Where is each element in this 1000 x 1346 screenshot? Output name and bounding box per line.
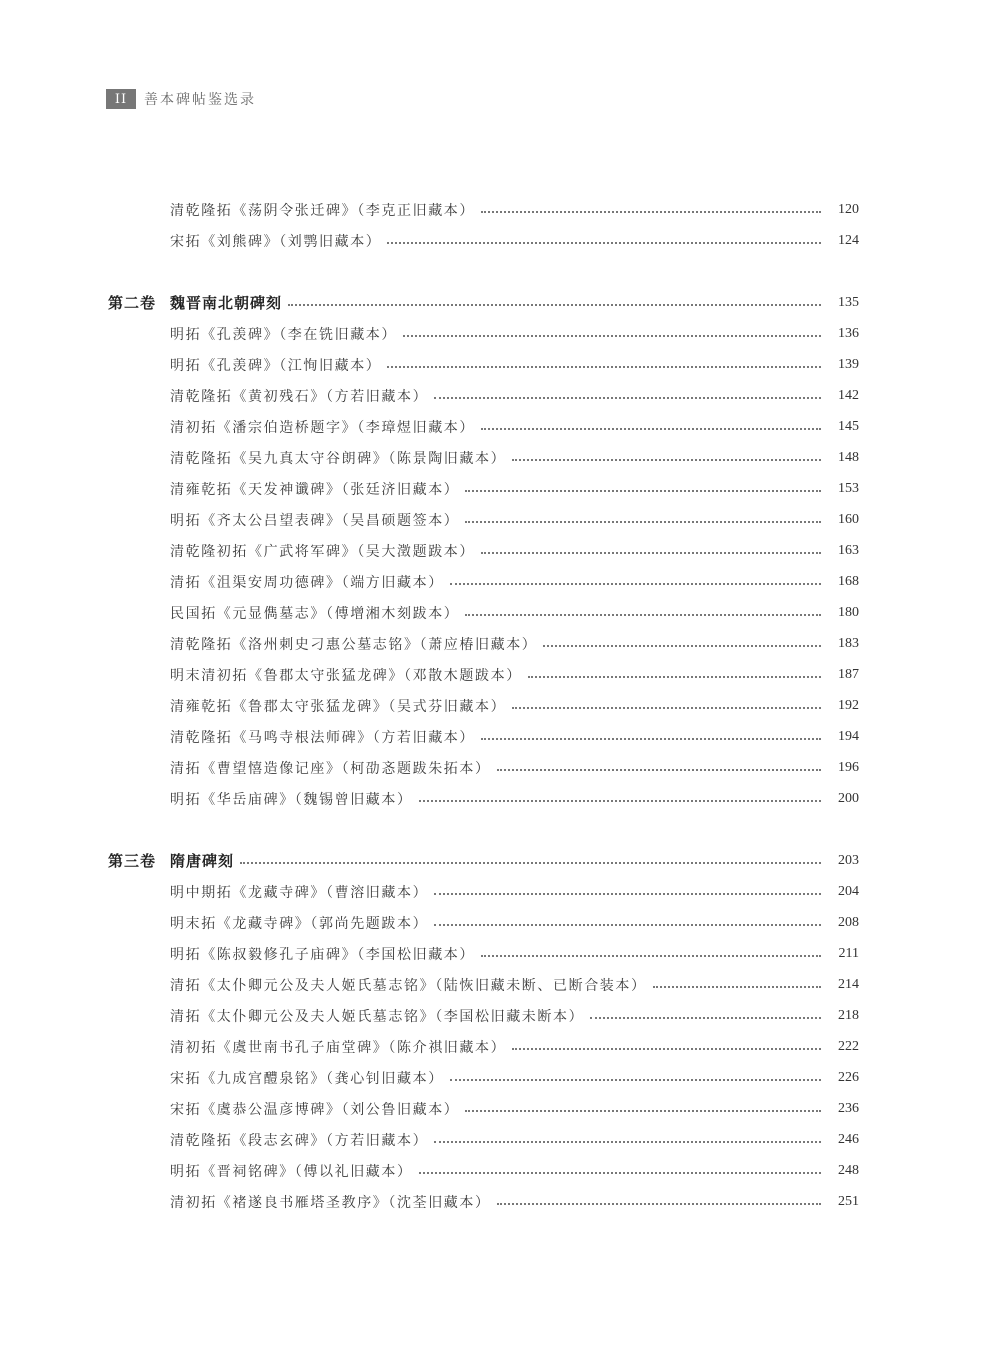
page-number: 200 [838,790,859,806]
page-number: 211 [838,945,859,961]
entry-title: 清乾隆拓《洛州刺史刁惠公墓志铭》（萧应椿旧藏本） [170,636,538,653]
entry-title: 清乾隆拓《吴九真太守谷朗碑》（陈景陶旧藏本） [170,450,507,467]
toc-entry-row [0,938,1000,969]
entry-title: 明拓《孔羡碑》（李在铣旧藏本） [170,326,397,343]
dot-leader [481,550,821,554]
dot-leader [481,209,821,213]
page-number: 153 [838,480,859,496]
toc-entry-row [0,535,1000,566]
page-number: 142 [838,387,859,403]
toc-entry-row [0,1000,1000,1031]
dot-leader [434,891,821,895]
dot-leader [450,581,821,585]
toc-entry-row [0,411,1000,442]
dot-leader [450,1077,821,1081]
toc-entry-row [0,752,1000,783]
entry-title: 清乾隆拓《黄初残石》（方若旧藏本） [170,388,429,405]
entry-title: 清初拓《褚遂良书雁塔圣教序》（沈荃旧藏本） [170,1194,491,1211]
toc-entry-row [0,969,1000,1000]
page-number: 248 [838,1162,859,1178]
entry-title: 明拓《陈叔毅修孔子庙碑》（李国松旧藏本） [170,946,475,963]
toc-entry-row [0,907,1000,938]
toc-entry-row [0,349,1000,380]
entry-title: 民国拓《元显儁墓志》（傅增湘木刻跋本） [170,605,460,622]
dot-leader [653,984,821,988]
dot-leader [481,736,821,740]
dot-leader [387,364,821,368]
page-number: 192 [838,697,859,713]
toc-entry-row [0,876,1000,907]
entry-title: 清初拓《潘宗伯造桥题字》（李璋煜旧藏本） [170,419,475,436]
page-number: 203 [838,852,859,868]
toc-entry-row [0,225,1000,256]
page-number: 187 [838,666,859,682]
toc-entry-row [0,442,1000,473]
page-number-badge: II [106,89,136,109]
book-title: 善本碑帖鉴选录 [144,92,256,108]
running-header [106,88,256,110]
volume-label: 第二卷 [108,294,157,312]
page-number: 160 [838,511,859,527]
page-number: 196 [838,759,859,775]
entry-title: 明中期拓《龙藏寺碑》（曹溶旧藏本） [170,884,429,901]
page-number: 163 [838,542,859,558]
toc-entry-row [0,1031,1000,1062]
dot-leader [465,612,821,616]
entry-title: 明末拓《龙藏寺碑》（郭尚先题跋本） [170,915,429,932]
volume-title: 魏晋南北朝碑刻 [170,294,283,312]
page-number: 222 [838,1038,859,1054]
entry-title: 明拓《齐太公吕望表碑》（吴昌硕题签本） [170,512,460,529]
page-number: 246 [838,1131,859,1147]
page-number: 124 [838,232,859,248]
page-number: 148 [838,449,859,465]
dot-leader [543,643,821,647]
page-number: 226 [838,1069,859,1085]
toc-entry-row [0,1155,1000,1186]
dot-leader [590,1015,821,1019]
entry-title: 清拓《曹望憘造像记座》（柯劭忞题跋朱拓本） [170,760,491,777]
page-number: 183 [838,635,859,651]
entry-title: 宋拓《虞恭公温彦博碑》（刘公鲁旧藏本） [170,1101,460,1118]
entry-title: 清雍乾拓《天发神谶碑》（张廷济旧藏本） [170,481,460,498]
toc-entry-row [0,566,1000,597]
dot-leader [512,457,821,461]
toc-entry-row [0,318,1000,349]
dot-leader [419,1170,821,1174]
entry-title: 清拓《太仆卿元公及夫人姬氏墓志铭》（陆恢旧藏未断、已断合装本） [170,977,647,994]
dot-leader [497,767,821,771]
dot-leader [481,953,821,957]
dot-leader [434,395,821,399]
volume-title: 隋唐碑刻 [170,852,235,870]
entry-title: 清乾隆初拓《广武将军碑》（吴大澂题跋本） [170,543,475,560]
dot-leader [240,860,821,864]
toc-volume-row [0,287,1000,318]
entry-title: 清乾隆拓《段志玄碑》（方若旧藏本） [170,1132,429,1149]
entry-title: 清乾隆拓《荡阴令张迁碑》（李克正旧藏本） [170,202,475,219]
dot-leader [434,922,821,926]
toc-entry-row [0,721,1000,752]
dot-leader [528,674,821,678]
toc-entry-row [0,690,1000,721]
entry-title: 清拓《太仆卿元公及夫人姬氏墓志铭》（李国松旧藏未断本） [170,1008,585,1025]
dot-leader [403,333,821,337]
toc-entry-row [0,380,1000,411]
entry-title: 明拓《晋祠铭碑》（傅以礼旧藏本） [170,1163,413,1180]
page-number: 251 [838,1193,859,1209]
dot-leader [465,519,821,523]
page-number: 180 [838,604,859,620]
page-number: 135 [838,294,859,310]
dot-leader [288,302,821,306]
volume-label: 第三卷 [108,852,157,870]
dot-leader [465,1108,821,1112]
entry-title: 清初拓《虞世南书孔子庙堂碑》（陈介祺旧藏本） [170,1039,507,1056]
page-number: 168 [838,573,859,589]
entry-title: 明拓《孔羡碑》（江恂旧藏本） [170,357,382,374]
dot-leader [497,1201,821,1205]
page-number: 194 [838,728,859,744]
entry-title: 清拓《沮渠安周功德碑》（端方旧藏本） [170,574,444,591]
page-number: 139 [838,356,859,372]
toc-entry-row [0,1186,1000,1217]
entry-title: 明末清初拓《鲁郡太守张猛龙碑》（邓散木题跋本） [170,667,522,684]
dot-leader [481,426,821,430]
entry-title: 宋拓《刘熊碑》（刘鹗旧藏本） [170,233,382,250]
toc-entry-row [0,1124,1000,1155]
entry-title: 清乾隆拓《马鸣寺根法师碑》（方若旧藏本） [170,729,475,746]
dot-leader [512,1046,821,1050]
toc-entry-row [0,194,1000,225]
page-number: 208 [838,914,859,930]
page-number: 218 [838,1007,859,1023]
toc-entry-row [0,628,1000,659]
dot-leader [512,705,821,709]
toc-entry-row [0,783,1000,814]
page-number: 120 [838,201,859,217]
page-number: 145 [838,418,859,434]
page-number: 214 [838,976,859,992]
page-number: 204 [838,883,859,899]
toc-entry-row [0,659,1000,690]
dot-leader [419,798,821,802]
toc-entry-row [0,597,1000,628]
entry-title: 明拓《华岳庙碑》（魏锡曾旧藏本） [170,791,413,808]
toc-volume-row [0,845,1000,876]
toc-entry-row [0,504,1000,535]
toc-entry-row [0,1093,1000,1124]
page-number: 236 [838,1100,859,1116]
toc-entry-row [0,473,1000,504]
page-number: 136 [838,325,859,341]
entry-title: 宋拓《九成宫醴泉铭》（龚心钊旧藏本） [170,1070,444,1087]
dot-leader [434,1139,821,1143]
entry-title: 清雍乾拓《鲁郡太守张猛龙碑》（吴式芬旧藏本） [170,698,507,715]
dot-leader [465,488,821,492]
toc-entry-row [0,1062,1000,1093]
dot-leader [387,240,821,244]
